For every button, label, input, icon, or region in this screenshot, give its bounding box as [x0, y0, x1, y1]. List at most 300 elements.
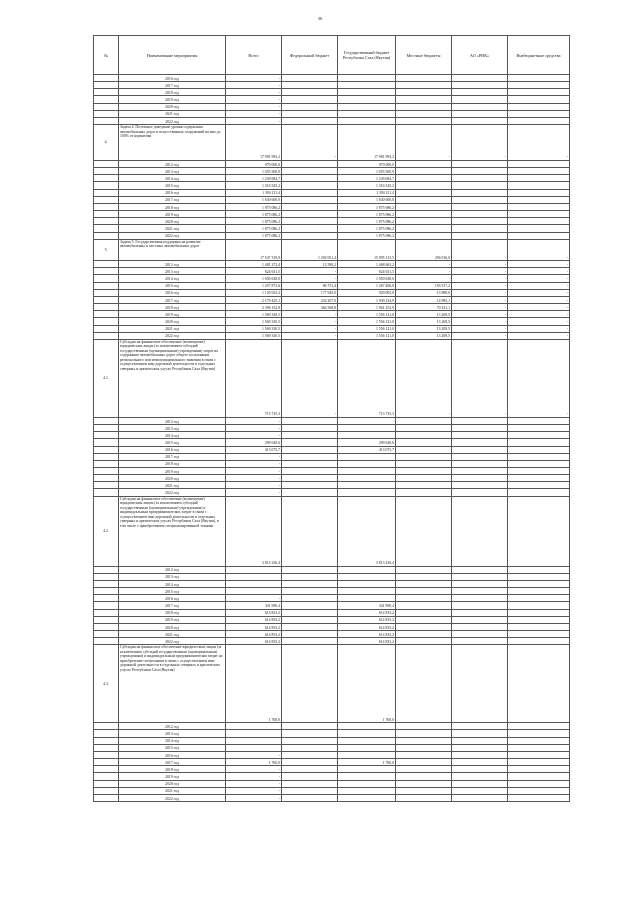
cell-federal: 1 294 951,4 — [282, 239, 338, 261]
cell-local — [396, 103, 452, 110]
cell-federal — [282, 744, 338, 751]
table-row — [94, 268, 570, 275]
table-row — [94, 189, 570, 196]
cell-local — [396, 482, 452, 489]
cell-extrabudgetary — [508, 609, 570, 616]
cell-total: 17 981 993,2 — [226, 125, 282, 161]
cell-activity-name: 2019 год — [119, 311, 226, 318]
cell-state — [338, 75, 396, 82]
cell-number — [94, 730, 119, 737]
cell-state: 624 631,5 — [338, 268, 396, 275]
cell-rik — [452, 175, 508, 182]
cell-number: 5. — [94, 239, 119, 261]
table-row — [94, 96, 570, 103]
cell-activity-name: 2017 год — [119, 759, 226, 766]
cell-rik — [452, 182, 508, 189]
table-row — [94, 318, 570, 325]
cell-rik — [452, 103, 508, 110]
cell-total: - — [226, 766, 282, 773]
cell-state: 614 833,2 — [338, 609, 396, 616]
cell-local — [396, 489, 452, 496]
cell-total: 2 396 152,8 — [226, 304, 282, 311]
cell-federal — [282, 623, 338, 630]
cell-total: - — [226, 103, 282, 110]
cell-activity-name: 2015 год — [119, 439, 226, 446]
table-row — [94, 89, 570, 96]
cell-local: - — [396, 261, 452, 268]
cell-rik — [452, 211, 508, 218]
cell-state: 1 556 121,0 — [338, 325, 396, 332]
cell-extrabudgetary — [508, 196, 570, 203]
cell-number — [94, 794, 119, 801]
cell-activity-name: 2012 год — [119, 566, 226, 573]
cell-state — [338, 751, 396, 758]
cell-total: - — [226, 89, 282, 96]
header-rik: АО «РИК» — [452, 36, 508, 75]
cell-state: 1 630 600,0 — [338, 196, 396, 203]
cell-total: 1 050 638,0 — [226, 275, 282, 282]
cell-number — [94, 773, 119, 780]
cell-state — [338, 566, 396, 573]
cell-extrabudgetary: - — [508, 304, 570, 311]
cell-number — [94, 751, 119, 758]
cell-total: 1 569 330,5 — [226, 311, 282, 318]
cell-state: 1 875 086,2 — [338, 211, 396, 218]
cell-activity-name: 2020 год — [119, 318, 226, 325]
cell-activity-name: 2017 год — [119, 602, 226, 609]
cell-total: 1 875 086,2 — [226, 225, 282, 232]
cell-extrabudgetary: - — [508, 318, 570, 325]
cell-state — [338, 460, 396, 467]
cell-federal — [282, 425, 338, 432]
cell-activity-name: 2018 год — [119, 460, 226, 467]
cell-federal — [282, 602, 338, 609]
cell-federal — [282, 89, 338, 96]
table-row — [94, 160, 570, 167]
cell-number — [94, 446, 119, 453]
cell-extrabudgetary: - — [508, 239, 570, 261]
cell-number — [94, 759, 119, 766]
subsidy-row — [94, 496, 570, 566]
cell-rik — [452, 573, 508, 580]
header-activity-name: Наименование мероприятия — [119, 36, 226, 75]
cell-activity-name: 2016 год — [119, 75, 226, 82]
cell-total: 1 055 500,9 — [226, 168, 282, 175]
cell-federal — [282, 203, 338, 210]
cell-extrabudgetary — [508, 645, 570, 723]
table-row — [94, 446, 570, 453]
cell-number — [94, 218, 119, 225]
cell-number — [94, 289, 119, 296]
cell-rik — [452, 117, 508, 124]
cell-extrabudgetary — [508, 110, 570, 117]
cell-state: 3 813 256,4 — [338, 496, 396, 566]
cell-number — [94, 325, 119, 332]
cell-federal: 234 207,0 — [282, 296, 338, 303]
cell-extrabudgetary — [508, 489, 570, 496]
cell-local — [396, 475, 452, 482]
cell-extrabudgetary — [508, 573, 570, 580]
cell-total: 1 875 086,2 — [226, 218, 282, 225]
cell-number — [94, 566, 119, 573]
cell-activity-name: 2016 год — [119, 751, 226, 758]
cell-federal — [282, 75, 338, 82]
cell-rik — [452, 780, 508, 787]
cell-state: 1 556 121,0 — [338, 311, 396, 318]
table-row — [94, 580, 570, 587]
cell-activity-name: 2017 год — [119, 82, 226, 89]
cell-rik — [452, 794, 508, 801]
cell-state: 1 316 545,2 — [338, 182, 396, 189]
cell-federal: - — [282, 318, 338, 325]
table-row — [94, 218, 570, 225]
cell-number — [94, 261, 119, 268]
cell-state — [338, 82, 396, 89]
cell-state — [338, 489, 396, 496]
cell-rik — [452, 751, 508, 758]
cell-rik — [452, 623, 508, 630]
cell-extrabudgetary — [508, 623, 570, 630]
cell-federal — [282, 773, 338, 780]
table-row — [94, 475, 570, 482]
cell-number — [94, 175, 119, 182]
table-row — [94, 638, 570, 645]
cell-federal — [282, 417, 338, 424]
cell-total: 970 000,0 — [226, 160, 282, 167]
cell-extrabudgetary — [508, 453, 570, 460]
cell-activity-name: 2019 год — [119, 467, 226, 474]
cell-extrabudgetary: - — [508, 325, 570, 332]
cell-total: 1 569 330,5 — [226, 325, 282, 332]
cell-local: 13 988,6 — [396, 289, 452, 296]
cell-local: - — [396, 125, 452, 161]
cell-state — [338, 453, 396, 460]
cell-total — [226, 588, 282, 595]
table-row — [94, 110, 570, 117]
cell-rik — [452, 595, 508, 602]
cell-activity-name: 2019 год — [119, 773, 226, 780]
subsidy-row — [94, 339, 570, 417]
cell-local — [396, 417, 452, 424]
cell-local — [396, 602, 452, 609]
cell-federal — [282, 110, 338, 117]
cell-activity-name: 2015 год — [119, 588, 226, 595]
cell-activity-name: 2014 год — [119, 737, 226, 744]
cell-federal — [282, 787, 338, 794]
header-number: № — [94, 36, 119, 75]
cell-activity-name: 2018 год — [119, 203, 226, 210]
cell-rik: - — [452, 318, 508, 325]
cell-total: - — [226, 432, 282, 439]
cell-activity-name: 2020 год — [119, 780, 226, 787]
cell-rik — [452, 602, 508, 609]
cell-number — [94, 631, 119, 638]
cell-state: 299 649,6 — [338, 439, 396, 446]
cell-state: 1 875 086,2 — [338, 232, 396, 239]
cell-activity-name: 2013 год — [119, 425, 226, 432]
cell-state: 1 875 086,2 — [338, 218, 396, 225]
cell-rik: - — [452, 289, 508, 296]
cell-extrabudgetary — [508, 225, 570, 232]
cell-total: - — [226, 794, 282, 801]
cell-number — [94, 425, 119, 432]
cell-local — [396, 580, 452, 587]
cell-local — [396, 566, 452, 573]
cell-extrabudgetary — [508, 446, 570, 453]
cell-activity-name: 2014 год — [119, 580, 226, 587]
table-row — [94, 737, 570, 744]
cell-number — [94, 439, 119, 446]
cell-state: 1 875 086,2 — [338, 225, 396, 232]
cell-federal — [282, 189, 338, 196]
cell-state — [338, 766, 396, 773]
cell-number: 4.3. — [94, 645, 119, 723]
cell-total: 3 813 256,4 — [226, 496, 282, 566]
cell-total: 1 481 372,4 — [226, 261, 282, 268]
cell-rik — [452, 773, 508, 780]
cell-extrabudgetary — [508, 780, 570, 787]
cell-extrabudgetary — [508, 182, 570, 189]
cell-federal — [282, 573, 338, 580]
cell-activity-name: 2017 год — [119, 296, 226, 303]
cell-activity-name: 2013 год — [119, 573, 226, 580]
cell-rik: - — [452, 282, 508, 289]
cell-rik: - — [452, 325, 508, 332]
cell-local — [396, 730, 452, 737]
cell-state — [338, 595, 396, 602]
cell-local — [396, 794, 452, 801]
cell-rik — [452, 75, 508, 82]
cell-state: 1 930 234,9 — [338, 296, 396, 303]
cell-state — [338, 482, 396, 489]
cell-rik — [452, 730, 508, 737]
cell-extrabudgetary — [508, 602, 570, 609]
cell-local — [396, 89, 452, 96]
cell-total: - — [226, 467, 282, 474]
cell-extrabudgetary — [508, 744, 570, 751]
cell-rik — [452, 417, 508, 424]
cell-total: - — [226, 751, 282, 758]
cell-state — [338, 103, 396, 110]
cell-local — [396, 609, 452, 616]
cell-activity-name: 2015 год — [119, 282, 226, 289]
cell-local — [396, 787, 452, 794]
cell-extrabudgetary — [508, 631, 570, 638]
cell-activity-name: 2019 год — [119, 616, 226, 623]
table-row — [94, 325, 570, 332]
cell-rik: - — [452, 239, 508, 261]
cell-total: 1 569 330,5 — [226, 332, 282, 339]
cell-federal — [282, 232, 338, 239]
cell-activity-name: Субсидия на финансовое обеспечение юридическим лицам (за исключением субсидий государственным (муниципальным) учреждениям) и индивидуальным предпринимателям затрат на приобретение спецтехники в связи с осуществлением ими дорожной деятельности в отдельных северных и арктических улусах Республики Саха (Якутия) — [119, 645, 226, 723]
cell-extrabudgetary — [508, 103, 570, 110]
cell-local — [396, 82, 452, 89]
cell-federal — [282, 168, 338, 175]
cell-local — [396, 737, 452, 744]
cell-number — [94, 588, 119, 595]
cell-rik — [452, 744, 508, 751]
cell-extrabudgetary: - — [508, 275, 570, 282]
cell-local: 70 331,1 — [396, 304, 452, 311]
cell-number — [94, 489, 119, 496]
cell-federal — [282, 225, 338, 232]
table-row — [94, 203, 570, 210]
cell-total: 614 833,2 — [226, 631, 282, 638]
cell-number — [94, 282, 119, 289]
cell-extrabudgetary — [508, 439, 570, 446]
cell-activity-name: 2014 год — [119, 175, 226, 182]
cell-number — [94, 268, 119, 275]
cell-number — [94, 482, 119, 489]
cell-local — [396, 446, 452, 453]
cell-total: - — [226, 425, 282, 432]
cell-local: - — [396, 275, 452, 282]
cell-rik: - — [452, 304, 508, 311]
cell-number — [94, 616, 119, 623]
cell-rik — [452, 453, 508, 460]
cell-rik — [452, 432, 508, 439]
cell-activity-name: 2022 год — [119, 489, 226, 496]
cell-activity-name: 2018 год — [119, 766, 226, 773]
cell-rik — [452, 225, 508, 232]
cell-extrabudgetary: - — [508, 261, 570, 268]
cell-federal — [282, 175, 338, 182]
cell-local — [396, 623, 452, 630]
cell-total: 17 547 319,9 — [226, 239, 282, 261]
cell-rik — [452, 759, 508, 766]
table-row — [94, 261, 570, 268]
cell-extrabudgetary: - — [508, 311, 570, 318]
cell-local — [396, 203, 452, 210]
cell-local — [396, 432, 452, 439]
cell-federal: 86 751,4 — [282, 282, 338, 289]
cell-federal: - — [282, 339, 338, 417]
cell-local — [396, 573, 452, 580]
cell-extrabudgetary: - — [508, 339, 570, 417]
cell-federal — [282, 482, 338, 489]
cell-number — [94, 780, 119, 787]
cell-activity-name: 2016 год — [119, 189, 226, 196]
cell-state: 1 961 252,9 — [338, 304, 396, 311]
cell-state — [338, 573, 396, 580]
cell-total: 1 394 211,4 — [226, 189, 282, 196]
table-row — [94, 296, 570, 303]
table-row — [94, 332, 570, 339]
cell-extrabudgetary — [508, 496, 570, 566]
cell-number — [94, 723, 119, 730]
cell-extrabudgetary — [508, 751, 570, 758]
table-row — [94, 780, 570, 787]
cell-total: 1 630 600,0 — [226, 196, 282, 203]
cell-state — [338, 588, 396, 595]
cell-activity-name: 2015 год — [119, 182, 226, 189]
cell-total: - — [226, 117, 282, 124]
cell-activity-name: Задача 4. Поэтапное доведение уровня содержания автомобильных дорог и искусственных сооружений на них до 100% от норматива — [119, 125, 226, 161]
cell-state: 1 055 500,9 — [338, 168, 396, 175]
cell-local — [396, 439, 452, 446]
cell-state: 1 875 086,2 — [338, 203, 396, 210]
cell-state: 1 556 121,0 — [338, 332, 396, 339]
cell-state: 1 468 663,2 — [338, 261, 396, 268]
cell-local — [396, 182, 452, 189]
cell-extrabudgetary — [508, 168, 570, 175]
table-row — [94, 117, 570, 124]
cell-rik — [452, 189, 508, 196]
table-row — [94, 82, 570, 89]
cell-local: - — [396, 339, 452, 417]
cell-local — [396, 175, 452, 182]
task-row — [94, 239, 570, 261]
cell-total: - — [226, 417, 282, 424]
table-row — [94, 616, 570, 623]
cell-state: 614 833,2 — [338, 623, 396, 630]
table-row — [94, 588, 570, 595]
cell-local — [396, 723, 452, 730]
cell-rik — [452, 489, 508, 496]
cell-state — [338, 773, 396, 780]
cell-total — [226, 744, 282, 751]
cell-federal — [282, 117, 338, 124]
cell-extrabudgetary — [508, 759, 570, 766]
cell-rik — [452, 723, 508, 730]
cell-state — [338, 723, 396, 730]
cell-total — [226, 566, 282, 573]
cell-activity-name: 2016 год — [119, 446, 226, 453]
cell-federal — [282, 432, 338, 439]
task-row — [94, 125, 570, 161]
cell-extrabudgetary — [508, 460, 570, 467]
cell-extrabudgetary — [508, 616, 570, 623]
cell-rik — [452, 82, 508, 89]
cell-number — [94, 203, 119, 210]
cell-state: 713 735,3 — [338, 339, 396, 417]
cell-number — [94, 189, 119, 196]
table-row — [94, 730, 570, 737]
cell-federal — [282, 609, 338, 616]
cell-rik — [452, 460, 508, 467]
cell-federal — [282, 196, 338, 203]
cell-state — [338, 117, 396, 124]
cell-activity-name: 2022 год — [119, 638, 226, 645]
cell-extrabudgetary — [508, 189, 570, 196]
cell-activity-name: 2022 год — [119, 794, 226, 801]
cell-federal — [282, 631, 338, 638]
table-row — [94, 211, 570, 218]
cell-number — [94, 766, 119, 773]
cell-federal — [282, 730, 338, 737]
table-row — [94, 275, 570, 282]
cell-local — [396, 117, 452, 124]
cell-total: 713 735,3 — [226, 339, 282, 417]
cell-activity-name: 2021 год — [119, 631, 226, 638]
cell-local — [396, 232, 452, 239]
cell-federal — [282, 794, 338, 801]
cell-rik — [452, 631, 508, 638]
cell-local: 13 209,5 — [396, 325, 452, 332]
cell-federal — [282, 475, 338, 482]
cell-local: 13 209,5 — [396, 311, 452, 318]
cell-total: - — [226, 453, 282, 460]
table-row — [94, 482, 570, 489]
cell-rik — [452, 616, 508, 623]
table-row — [94, 609, 570, 616]
header-total: Всего — [226, 36, 282, 75]
cell-number — [94, 609, 119, 616]
cell-extrabudgetary — [508, 218, 570, 225]
cell-local — [396, 453, 452, 460]
cell-federal: - — [282, 125, 338, 161]
table-row — [94, 744, 570, 751]
